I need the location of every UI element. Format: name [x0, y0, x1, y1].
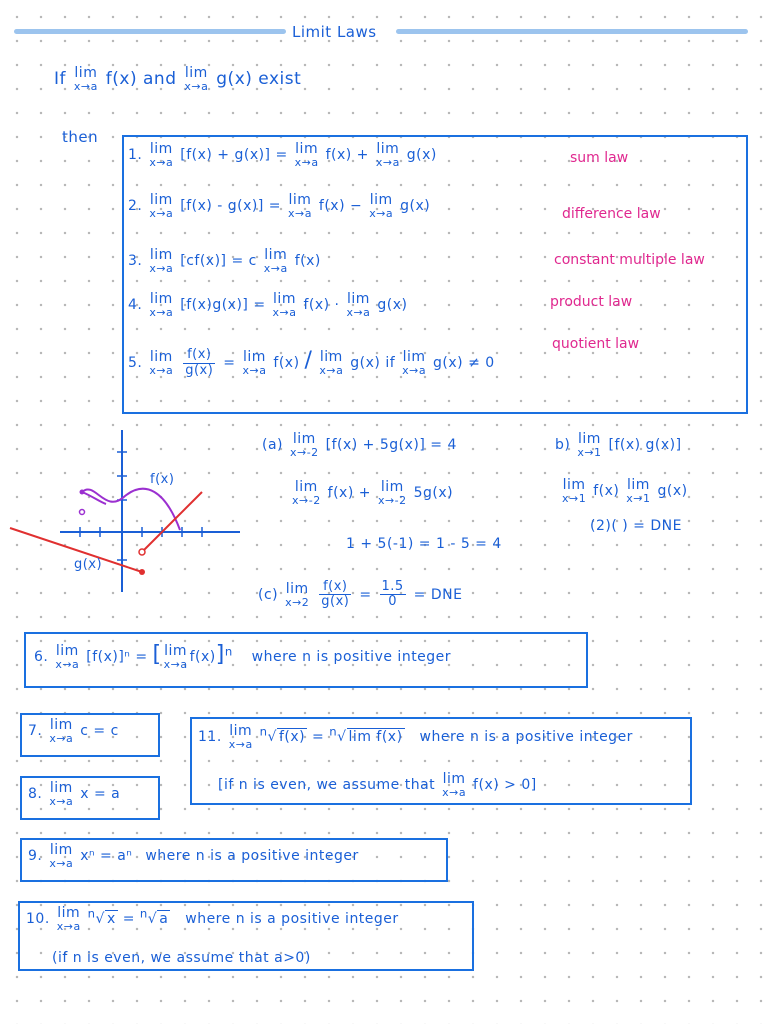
example-c: (c) lim x→2 $\frac{f(x)}{g(x)}$ = $\frac{1.5}{0}$ = DNE — [258, 579, 463, 610]
g-line-right — [142, 492, 202, 552]
intro-and: and — [143, 69, 177, 89]
intro-lim-f: lim x→a — [73, 65, 98, 93]
example-a-result: 1 + 5(-1) = 1 - 5 = 4 — [346, 536, 502, 552]
law-11: 11. lim x→a $^n$√ f(x) = $^n$√ lim f(x) where n is a positive integer — [198, 723, 633, 751]
law-4-name: product law — [550, 294, 633, 310]
f-closed-point — [80, 490, 85, 495]
title-rule-right — [396, 29, 748, 34]
example-b-step: lim x→1 f(x) lim x→1 g(x) — [562, 477, 688, 505]
law-1: 1. lim x→a [f(x) + g(x)] = lim x→a f(x) + lim x→a g(x) — [128, 141, 437, 169]
law-10-note: (if n is even, we assume that a>0) — [52, 950, 311, 966]
law-7: 7. lim x→a c = c — [28, 717, 119, 745]
law-5-name: quotient law — [552, 336, 640, 352]
law-10: 10. lim x→a $^n$√ x = $^n$√ a where n is a positive integer — [26, 905, 399, 933]
graph-ticks — [80, 452, 202, 560]
g-open-point — [139, 549, 145, 555]
g-closed-point — [139, 569, 145, 575]
g-graph-label: g(x) — [74, 557, 103, 572]
example-b: b) lim x→1 [f(x) g(x)] — [555, 431, 682, 459]
law-5: 5. lim x→a $\frac{f(x)}{g(x)}$ = lim x→a f(x) / lim x→a g(x) if lim x→a g(x) ≠ 0 — [128, 347, 495, 378]
intro-if: If — [54, 69, 66, 89]
intro-lim-g: lim x→a — [184, 65, 209, 93]
law-3-name: constant multiple law — [554, 252, 705, 268]
intro-f: f(x) — [105, 69, 138, 89]
example-a: (a) lim x→-2 [f(x) + 5g(x)] = 4 — [262, 431, 457, 459]
then-label: then — [62, 128, 99, 146]
law-1-name: sum law — [570, 150, 629, 166]
law-9: 9. lim x→a xⁿ = aⁿ where n is a positive integer — [28, 842, 359, 870]
f-open-point — [80, 510, 85, 515]
law-4: 4. lim x→a [f(x)g(x)] = lim x→a f(x) · lim x→a g(x) — [128, 291, 408, 319]
example-b-result: (2)( ) = DNE — [590, 518, 682, 534]
f-curve — [82, 489, 180, 530]
page-title: Limit Laws — [292, 23, 377, 41]
law-6: 6. lim x→a [f(x)]ⁿ = [ lim x→a f(x)]$^n$ where n is positive integer — [34, 642, 452, 671]
law-2-name: difference law — [562, 206, 661, 222]
intro-exist: exist — [258, 69, 302, 89]
law-8: 8. lim x→a x = a — [28, 780, 121, 808]
f-graph-label: f(x) — [150, 472, 175, 487]
law-3: 3. lim x→a [cf(x)] = c lim x→a f(x) — [128, 247, 321, 275]
intro-g: g(x) — [216, 69, 253, 89]
intro-line — [54, 66, 301, 92]
law-11-note: [if n is even, we assume that lim x→a f(x) > 0] — [218, 771, 537, 799]
example-a-step: lim x→-2 f(x) + lim x→-2 5g(x) — [292, 479, 454, 507]
function-graph — [0, 420, 250, 600]
law-2: 2. lim x→a [f(x) - g(x)] = lim x→a f(x) − lim x→a g(x) — [128, 192, 431, 220]
title-rule-left — [14, 29, 286, 34]
